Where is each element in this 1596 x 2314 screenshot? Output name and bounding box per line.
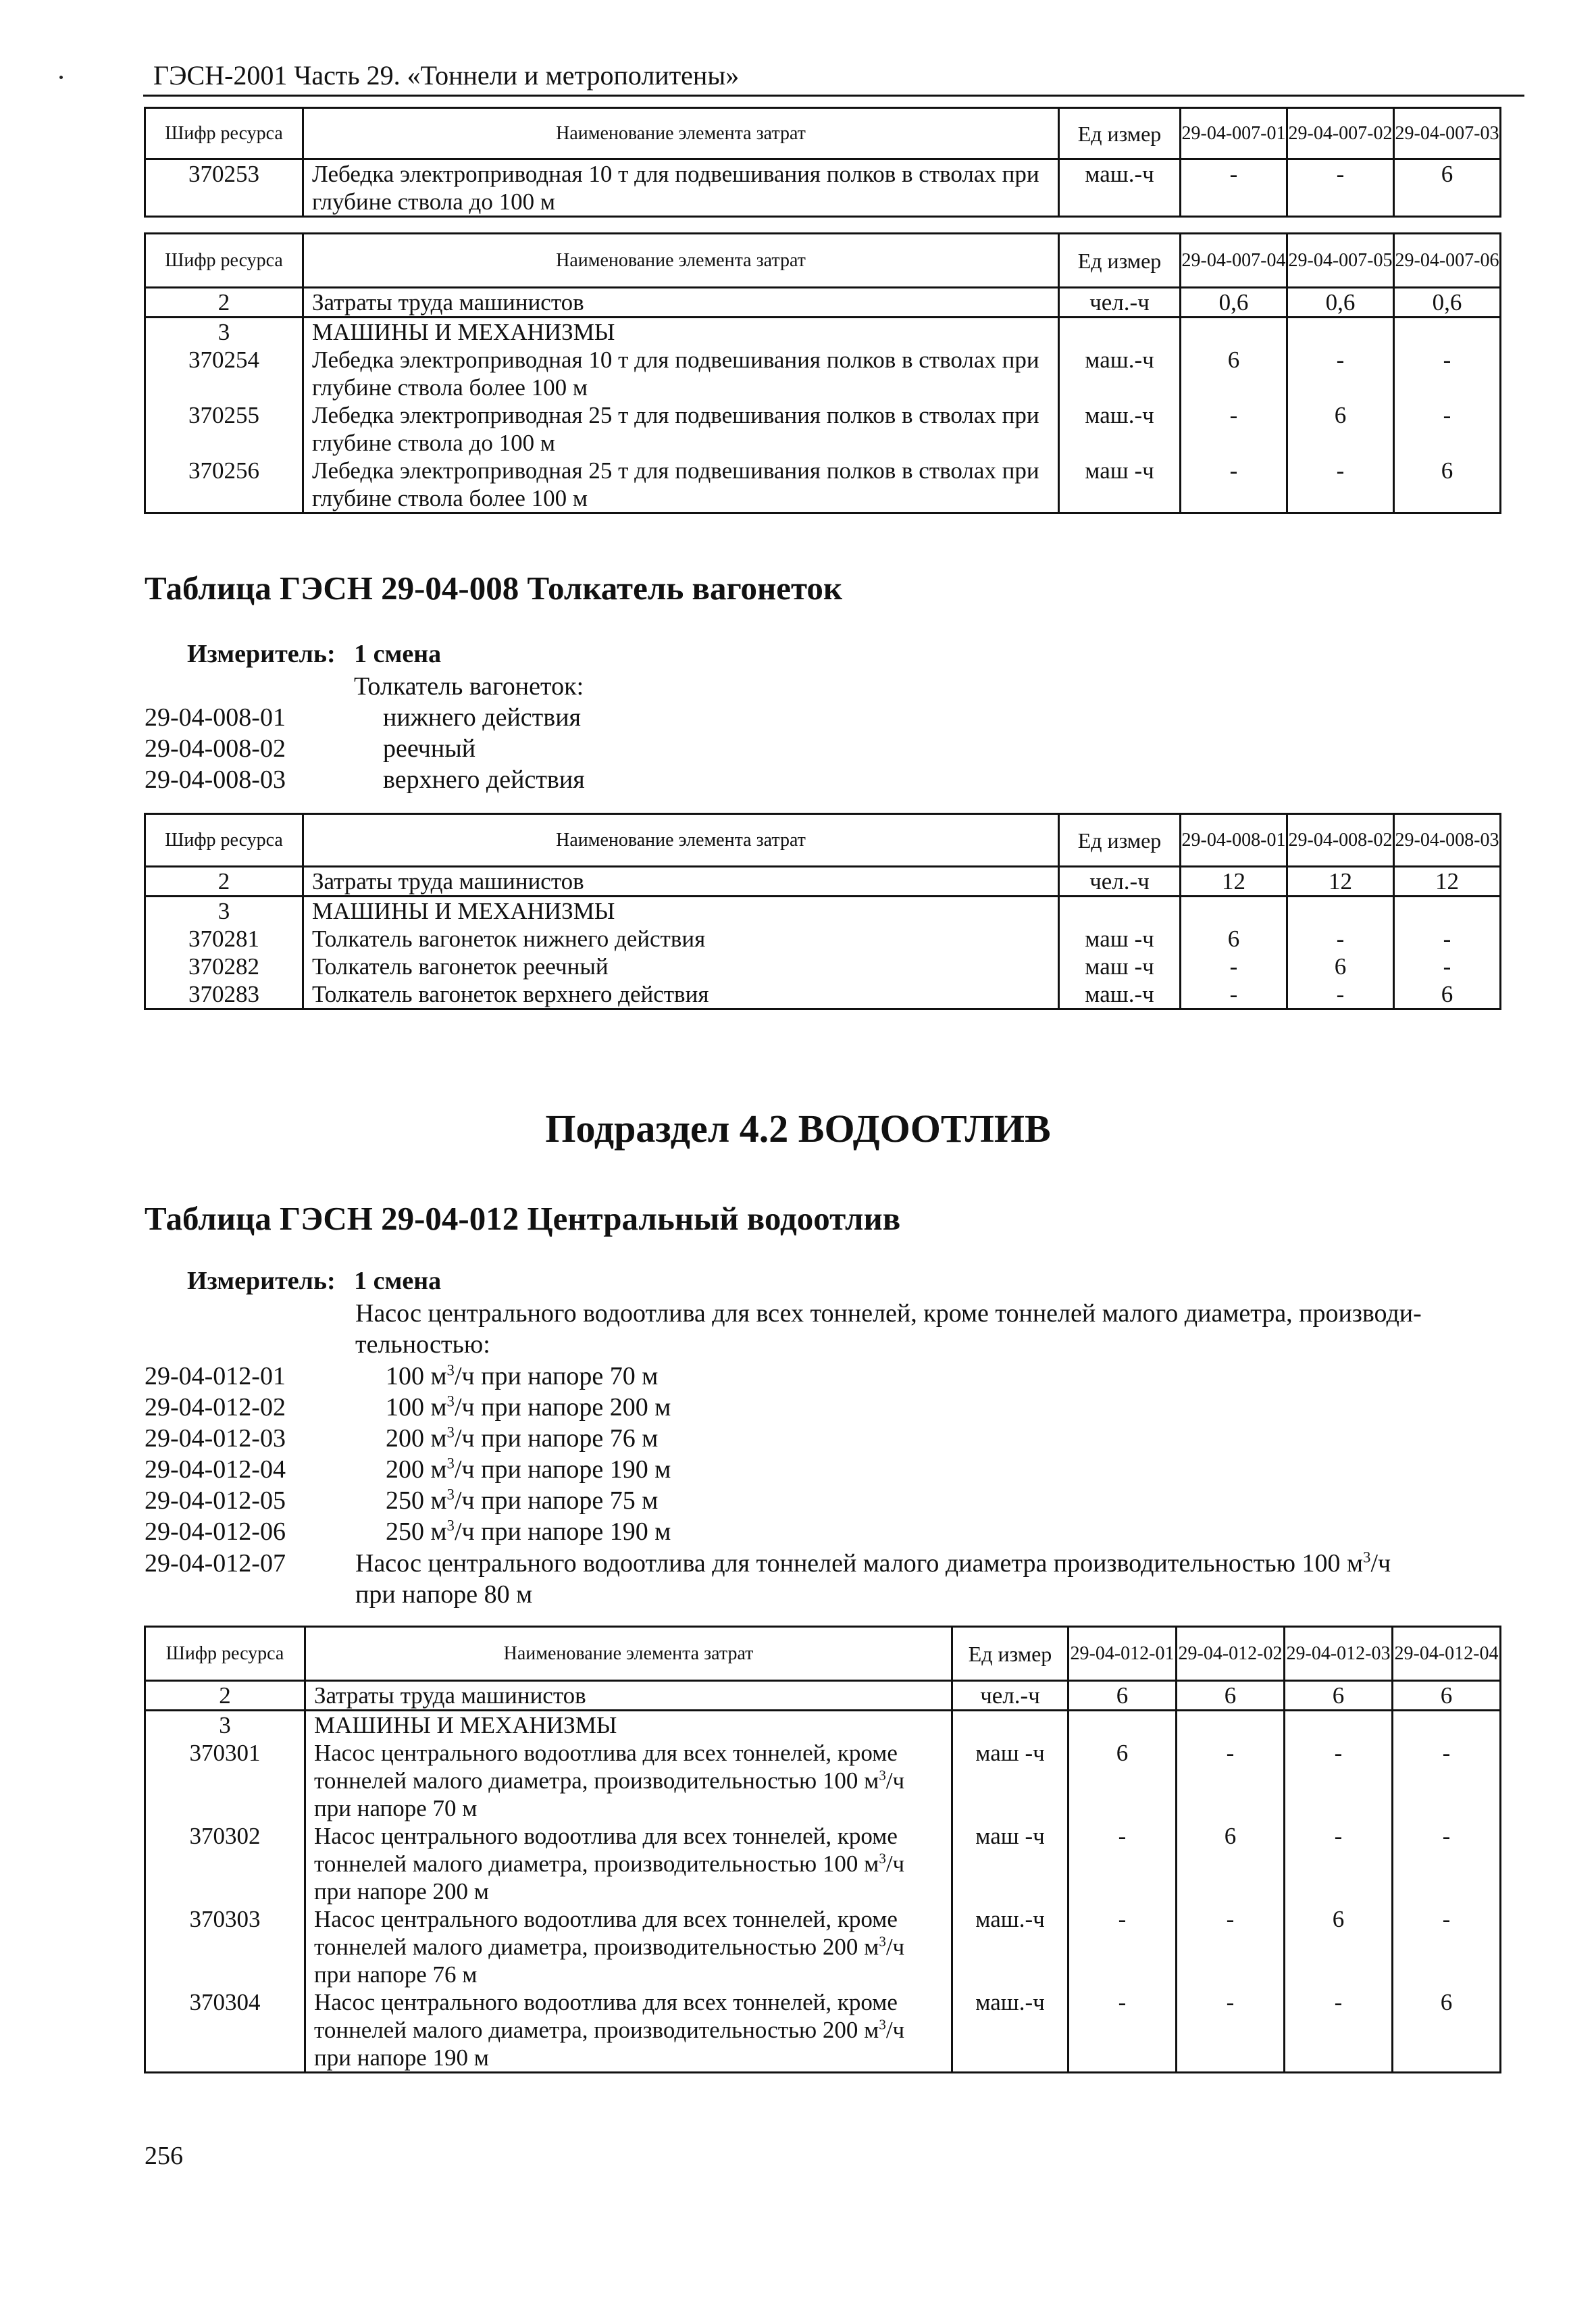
norm-value: 6 [1393,1988,1501,2073]
col-header-norm: 29-04-007-05 [1287,234,1394,288]
norm-value: - [1394,346,1501,401]
subsection-title: Подраздел 4.2 ВОДООТЛИВ [545,1107,1051,1151]
section-heading: МАШИНЫ И МЕХАНИЗМЫ [303,897,1059,926]
page-number: 256 [145,2142,183,2170]
measure-line-012 [187,1266,441,1296]
col-header-name: Наименование элемента затрат [303,234,1059,288]
norm-value: - [1181,953,1287,980]
resource-name: Лебедка электроприводная 10 т для подвешивания полков в стволах при глубине ствола до 100 м [303,159,1059,217]
scan-dot [59,76,63,79]
norm-value: 6 [1394,980,1501,1009]
norm-value: - [1393,1822,1501,1905]
table-row [145,288,1501,318]
measure-label: Измеритель: [187,640,336,668]
col-header-norm: 29-04-012-02 [1177,1627,1285,1681]
measure-line-008 [187,639,441,669]
norm-value: 6 [1285,1905,1393,1988]
measure-value: 1 смена [354,1267,442,1295]
norm-value: 6 [1394,457,1501,513]
norm-value: 6 [1181,346,1287,401]
resource-code: 3 [145,897,303,926]
norm-value: - [1394,953,1501,980]
table-row [145,980,1501,1009]
resource-name: Лебедка электроприводная 25 т для подвешивания полков в стволах при глубине ствола более 100 м [303,457,1059,513]
col-header-name: Наименование элемента затрат [303,108,1059,159]
norm-value: - [1394,925,1501,953]
resource-unit: маш.-ч [952,1988,1069,2073]
norm-value: - [1177,1905,1285,1988]
col-header-norm: 29-04-007-02 [1287,108,1394,159]
col-header-unit: Ед измер [1059,108,1181,159]
col-header-norm: 29-04-007-04 [1181,234,1287,288]
table-row [145,897,1501,926]
norm-value: 0,6 [1181,288,1287,318]
resource-unit: маш -ч [1059,457,1181,513]
norm-desc: 250 $м^3/ч$ при напоре 75 м [386,1486,659,1515]
norm-value: - [1285,1739,1393,1822]
norm-value: - [1287,925,1394,953]
norm-value: - [1287,346,1394,401]
norm-value: 12 [1394,867,1501,897]
measure-label: Измеритель: [187,1267,336,1295]
resource-unit: маш.-ч [1059,401,1181,457]
norm-desc: Насос центрального водоотлива для тоннелей малого диаметра производительностью 100 $м^3/ч$ [355,1549,1391,1578]
norm-value: 6 [1394,159,1501,217]
resource-unit: маш.-ч [1059,980,1181,1009]
norm-desc: верхнего действия [383,765,585,794]
norm-value: 0,6 [1394,288,1501,318]
resource-code: 370304 [145,1988,305,2073]
resource-name: Насос центрального водоотлива для всех тоннелей, кроме тоннелей малого диаметра, производительностью 100 $м^3/ч$ при напоре 200 м [305,1822,952,1905]
norm-desc: 100 $м^3/ч$ при напоре 200 м [386,1392,671,1422]
measure-value: 1 смена [354,640,442,668]
table-row [145,925,1501,953]
header-rule [143,95,1524,97]
resource-unit: чел.-ч [1059,867,1181,897]
resource-name: Толкатель вагонеток нижнего действия [303,925,1059,953]
norm-value: 6 [1177,1822,1285,1905]
col-header-unit: Ед измер [952,1627,1069,1681]
intro-text: тельностью: [355,1330,490,1359]
norm-desc: реечный [383,734,476,763]
table-012 [144,1626,1501,2073]
resource-name: Лебедка электроприводная 10 т для подвешивания полков в стволах при глубине ствола более 100 м [303,346,1059,401]
norm-code: 29-04-012-01 [145,1362,286,1390]
table-row [145,159,1501,217]
norm-value: 6 [1177,1681,1285,1711]
resource-name: Затраты труда машинистов [305,1681,952,1711]
table-row [145,953,1501,980]
col-header-unit: Ед измер [1059,234,1181,288]
table-row [145,318,1501,347]
col-header-code: Шифр ресурса [145,814,303,867]
norm-desc: 250 $м^3/ч$ при напоре 190 м [386,1517,671,1546]
resource-code: 370281 [145,925,303,953]
col-header-norm: 29-04-008-01 [1181,814,1287,867]
norm-value: - [1069,1822,1177,1905]
page-header: ГЭСН-2001 Часть 29. «Тоннели и метрополитены» [153,60,740,91]
col-header-code: Шифр ресурса [145,108,303,159]
intro-text: Насос центрального водоотлива для всех тоннелей, кроме тоннелей малого диаметра, производи- [355,1299,1422,1328]
norm-code: 29-04-012-06 [145,1517,286,1546]
table-row [145,1739,1501,1822]
norm-desc-cont: при напоре 80 м [355,1580,533,1609]
resource-unit: маш.-ч [1059,346,1181,401]
resource-code: 370303 [145,1905,305,1988]
resource-unit: маш -ч [952,1822,1069,1905]
norm-value: - [1393,1905,1501,1988]
table-row [145,346,1501,401]
resource-code: 370256 [145,457,303,513]
norm-value: 6 [1069,1739,1177,1822]
resource-unit: чел.-ч [1059,288,1181,318]
norm-code: 29-04-012-07 [145,1549,286,1578]
norm-code: 29-04-012-04 [145,1455,286,1484]
norm-code: 29-04-008-02 [145,734,286,763]
resource-name: Лебедка электроприводная 25 т для подвешивания полков в стволах при глубине ствола до 100 м [303,401,1059,457]
norm-value: - [1285,1988,1393,2073]
norm-value: 6 [1393,1681,1501,1711]
norm-value: - [1287,159,1394,217]
table-title-012: Таблица ГЭСН 29-04-012 Центральный водоотлив [145,1200,901,1237]
resource-unit: маш -ч [1059,925,1181,953]
col-header-code: Шифр ресурса [145,234,303,288]
section-heading: МАШИНЫ И МЕХАНИЗМЫ [303,318,1059,347]
norm-desc: нижнего действия [383,703,582,732]
norm-value: 0,6 [1287,288,1394,318]
resource-code: 370302 [145,1822,305,1905]
norm-desc: 100 $м^3/ч$ при напоре 70 м [386,1361,659,1390]
norm-value: - [1177,1988,1285,2073]
norm-code: 29-04-012-05 [145,1486,286,1515]
norm-value: 6 [1069,1681,1177,1711]
table-row [145,1988,1501,2073]
intro-text: Толкатель вагонеток: [354,672,584,701]
norm-value: - [1069,1988,1177,2073]
norm-value: - [1287,980,1394,1009]
resource-code: 3 [145,1711,305,1740]
col-header-norm: 29-04-012-04 [1393,1627,1501,1681]
col-header-norm: 29-04-012-01 [1069,1627,1177,1681]
norm-value: 6 [1181,925,1287,953]
col-header-norm: 29-04-012-03 [1285,1627,1393,1681]
norm-value: - [1181,401,1287,457]
resource-unit: маш.-ч [1059,159,1181,217]
norm-code: 29-04-008-03 [145,765,286,794]
table-row [145,401,1501,457]
norm-code: 29-04-008-01 [145,703,286,732]
table-row [145,867,1501,897]
resource-code: 2 [145,867,303,897]
norm-value: - [1393,1739,1501,1822]
col-header-unit: Ед измер [1059,814,1181,867]
resource-name: Толкатель вагонеток реечный [303,953,1059,980]
norm-value: - [1181,457,1287,513]
resource-code: 370253 [145,159,303,217]
resource-code: 370282 [145,953,303,980]
table-row [145,1711,1501,1740]
norm-value: - [1287,457,1394,513]
resource-code: 3 [145,318,303,347]
norm-value: 6 [1287,401,1394,457]
norm-value: - [1285,1822,1393,1905]
table-row [145,1681,1501,1711]
table-row [145,1905,1501,1988]
resource-unit: маш -ч [1059,953,1181,980]
col-header-name: Наименование элемента затрат [303,814,1059,867]
norm-value: 12 [1287,867,1394,897]
col-header-name: Наименование элемента затрат [305,1627,952,1681]
section-heading: МАШИНЫ И МЕХАНИЗМЫ [305,1711,952,1740]
norm-value: - [1069,1905,1177,1988]
col-header-norm: 29-04-007-06 [1394,234,1501,288]
table-row [145,1822,1501,1905]
resource-name: Затраты труда машинистов [303,867,1059,897]
norm-value: - [1181,159,1287,217]
table-008 [144,813,1501,1010]
resource-name: Насос центрального водоотлива для всех тоннелей, кроме тоннелей малого диаметра, производительностью 200 $м^3/ч$ при напоре 190 м [305,1988,952,2073]
norm-value: - [1177,1739,1285,1822]
resource-code: 370255 [145,401,303,457]
norm-value: 6 [1287,953,1394,980]
resource-code: 370283 [145,980,303,1009]
resource-unit: маш.-ч [952,1905,1069,1988]
norm-code: 29-04-012-02 [145,1393,286,1422]
col-header-norm: 29-04-008-02 [1287,814,1394,867]
resource-code: 2 [145,288,303,318]
resource-name: Насос центрального водоотлива для всех тоннелей, кроме тоннелей малого диаметра, производительностью 100 $м^3/ч$ при напоре 70 м [305,1739,952,1822]
norm-value: 6 [1285,1681,1393,1711]
resource-unit: чел.-ч [952,1681,1069,1711]
col-header-code: Шифр ресурса [145,1627,305,1681]
resource-code: 370301 [145,1739,305,1822]
col-header-norm: 29-04-007-01 [1181,108,1287,159]
table-007-part2 [144,232,1501,514]
col-header-norm: 29-04-007-03 [1394,108,1501,159]
resource-name: Толкатель вагонеток верхнего действия [303,980,1059,1009]
col-header-norm: 29-04-008-03 [1394,814,1501,867]
norm-value: - [1181,980,1287,1009]
table-title-008: Таблица ГЭСН 29-04-008 Толкатель вагонеток [145,570,843,607]
resource-unit: маш -ч [952,1739,1069,1822]
norm-value: - [1394,401,1501,457]
resource-name: Насос центрального водоотлива для всех тоннелей, кроме тоннелей малого диаметра, производительностью 200 $м^3/ч$ при напоре 76 м [305,1905,952,1988]
resource-code: 370254 [145,346,303,401]
resource-code: 2 [145,1681,305,1711]
table-row [145,457,1501,513]
table-007-part1 [144,107,1501,218]
norm-code: 29-04-012-03 [145,1424,286,1453]
norm-desc: 200 $м^3/ч$ при напоре 76 м [386,1424,659,1453]
norm-value: 12 [1181,867,1287,897]
norm-desc: 200 $м^3/ч$ при напоре 190 м [386,1455,671,1484]
resource-name: Затраты труда машинистов [303,288,1059,318]
